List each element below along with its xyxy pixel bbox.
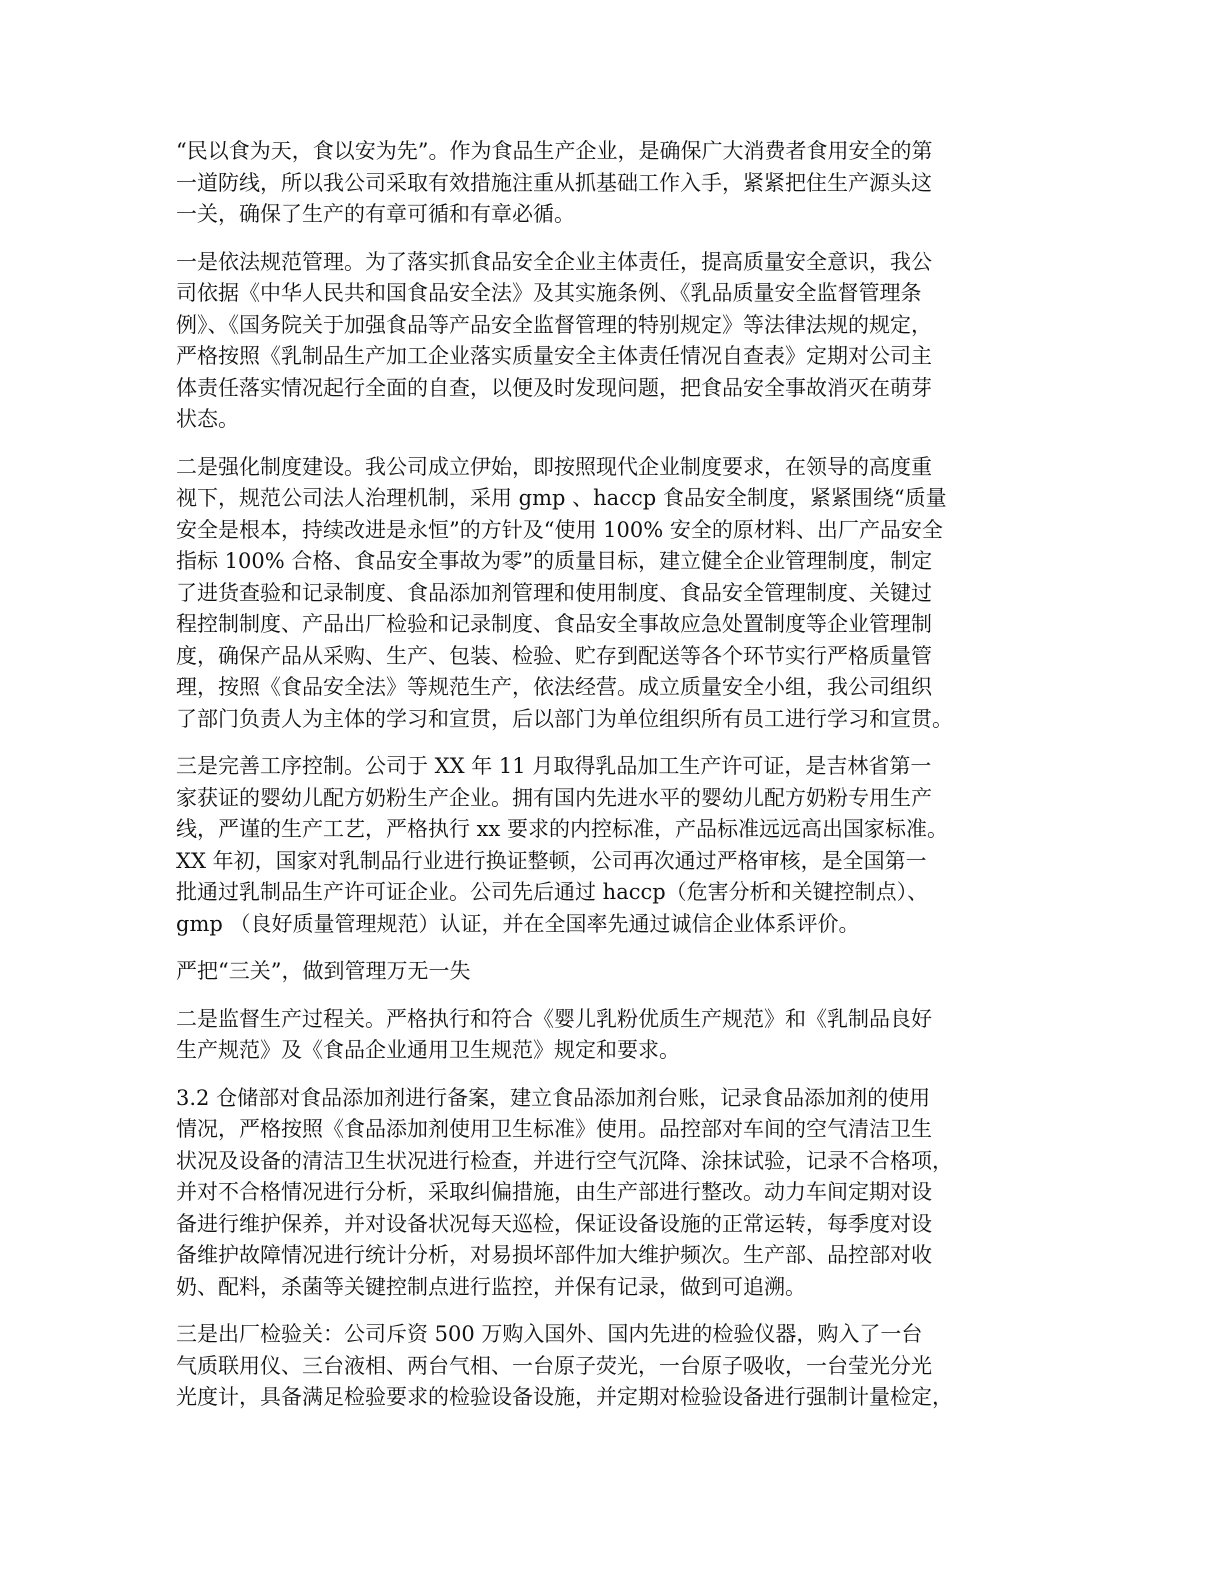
text-line: 生产规范》及《食品企业通用卫生规范》规定和要求。 xyxy=(176,1038,680,1062)
text-line: 一道防线，所以我公司采取有效措施注重从抓基础工作入手，紧紧把住生产源头这 xyxy=(176,170,932,195)
text-line: 线，严谨的生产工艺，严格执行 xx 要求的内控标准，产品标准远远高出国家标准。 xyxy=(176,817,949,841)
paragraph-intro xyxy=(176,136,1048,231)
text-line: 二是监督生产过程关。严格执行和符合《婴儿乳粉优质生产规范》和《乳制品良好 xyxy=(176,1006,932,1031)
text-line: 状态。 xyxy=(176,407,239,431)
text-line: 严把“三关”，做到管理万无一失 xyxy=(176,959,471,983)
document-page xyxy=(176,136,1048,1430)
text-line: 安全是根本，持续改进是永恒”的方针及“使用 100% 安全的原材料、出厂产品安全 xyxy=(176,517,943,542)
text-line: 并对不合格情况进行分析，采取纠偏措施，由生产部进行整改。动力车间定期对设 xyxy=(176,1180,932,1204)
text-line: “民以食为天，食以安为先”。作为食品生产企业，是确保广大消费者食用安全的第 xyxy=(176,139,933,163)
paragraph-warehouse-additives xyxy=(176,1083,1048,1304)
text-line: 一关，确保了生产的有章可循和有章必循。 xyxy=(176,202,575,226)
text-line: 指标 100% 合格、食品安全事故为零”的质量目标，建立健全企业管理制度，制定 xyxy=(176,549,933,573)
text-line: 体责任落实情况起行全面的自查，以便及时发现问题，把食品安全事故消灭在萌芽 xyxy=(176,375,932,400)
text-line: 状况及设备的清洁卫生状况进行检查，并进行空气沉降、涂抹试验，记录不合格项， xyxy=(176,1148,953,1173)
text-line: 光度计，具备满足检验要求的检验设备设施，并定期对检验设备进行强制计量检定， xyxy=(176,1385,953,1409)
text-line: 3.2 仓储部对食品添加剂进行备案，建立食品添加剂台账，记录食品添加剂的使用 xyxy=(176,1085,931,1110)
text-line: 视下，规范公司法人治理机制，采用 gmp 、haccp 食品安全制度，紧紧围绕“质量 xyxy=(176,486,947,510)
text-line: 二是强化制度建设。我公司成立伊始，即按照现代企业制度要求，在领导的高度重 xyxy=(176,454,932,479)
text-line: 三是完善工序控制。公司于 XX 年 11 月取得乳品加工生产许可证，是吉林省第一 xyxy=(176,754,932,778)
text-line: 奶、配料，杀菌等关键控制点进行监控，并保有记录，做到可追溯。 xyxy=(176,1274,806,1299)
paragraph-production-supervision xyxy=(176,1004,1048,1067)
paragraph-system-building xyxy=(176,452,1048,736)
text-line: 批通过乳制品生产许可证企业。公司先后通过 haccp（危害分析和关键控制点）、 xyxy=(176,880,929,904)
text-line: 家获证的婴幼儿配方奶粉生产企业。拥有国内先进水平的婴幼儿配方奶粉专用生产 xyxy=(176,785,932,810)
text-line: 例》、《国务院关于加强食品等产品安全监督管理的特别规定》等法律法规的规定， xyxy=(176,312,932,337)
text-line: 司依据《中华人民共和国食品安全法》及其实施条例、《乳品质量安全监督管理条 xyxy=(176,281,922,305)
paragraph-factory-inspection xyxy=(176,1319,1048,1414)
paragraph-three-gates-heading xyxy=(176,956,1048,988)
paragraph-process-control xyxy=(176,751,1048,940)
text-line: 度，确保产品从采购、生产、包装、检验、贮存到配送等各个环节实行严格质量管 xyxy=(176,643,932,668)
text-line: 严格按照《乳制品生产加工企业落实质量安全主体责任情况自查表》定期对公司主 xyxy=(176,344,932,368)
text-line: 理，按照《食品安全法》等规范生产，依法经营。成立质量安全小组，我公司组织 xyxy=(176,675,932,699)
text-line: 备进行维护保养，并对设备状况每天巡检，保证设备设施的正常运转，每季度对设 xyxy=(176,1211,932,1236)
text-line: 气质联用仪、三台液相、两台气相、一台原子荧光，一台原子吸收，一台莹光分光 xyxy=(176,1353,932,1378)
text-line: 三是出厂检验关：公司斥资 500 万购入国外、国内先进的检验仪器，购入了一台 xyxy=(176,1322,923,1346)
paragraph-legal-management xyxy=(176,247,1048,436)
text-line: 了进货查验和记录制度、食品添加剂管理和使用制度、食品安全管理制度、关键过 xyxy=(176,580,932,605)
text-line: 情况，严格按照《食品添加剂使用卫生标准》使用。品控部对车间的空气清洁卫生 xyxy=(176,1117,932,1141)
text-line: 一是依法规范管理。为了落实抓食品安全企业主体责任，提高质量安全意识，我公 xyxy=(176,249,932,274)
text-line: 备维护故障情况进行统计分析，对易损坏部件加大维护频次。生产部、品控部对收 xyxy=(176,1243,932,1267)
text-line: 程控制制度、产品出厂检验和记录制度、食品安全事故应急处置制度等企业管理制 xyxy=(176,612,932,636)
text-line: XX 年初，国家对乳制品行业进行换证整顿，公司再次通过严格审核，是全国第一 xyxy=(176,848,927,873)
text-line: gmp （良好质量管理规范）认证，并在全国率先通过诚信企业体系评价。 xyxy=(176,911,860,936)
text-line: 了部门负责人为主体的学习和宣贯，后以部门为单位组织所有员工进行学习和宣贯。 xyxy=(176,706,953,731)
